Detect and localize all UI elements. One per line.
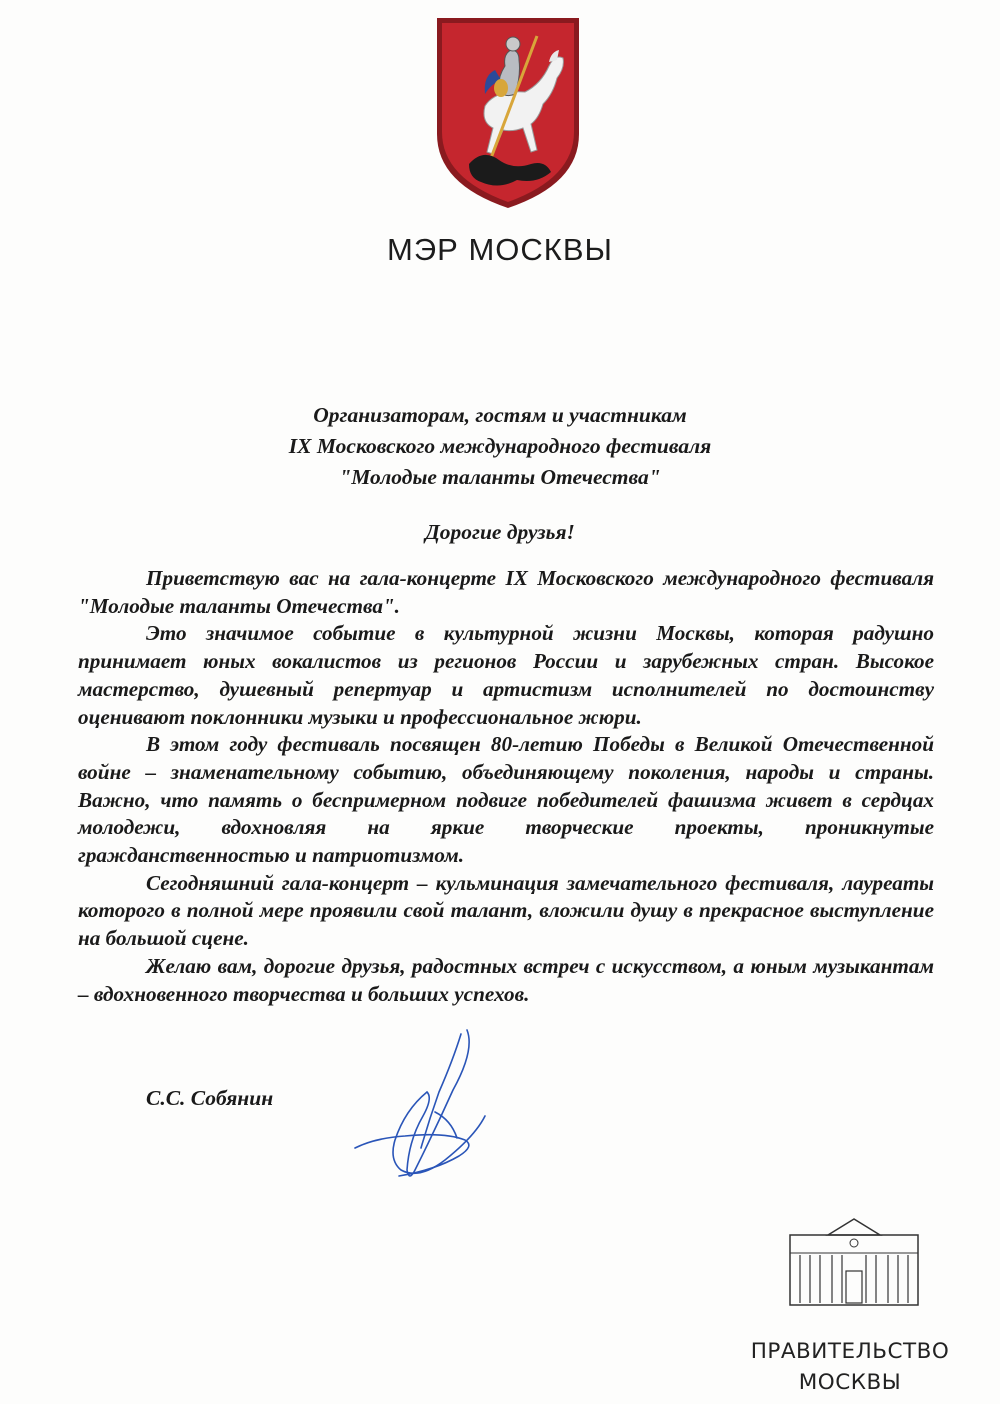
handwritten-signature-icon [335,1020,535,1195]
paragraph: Желаю вам, дорогие друзья, радостных встреч с искусством, а юным музыкантам – вдохновенного творчества и больших успехов. [78,953,934,1006]
address-block [0,400,1000,493]
address-line: IX Московского международного фестиваля [288,434,712,458]
paragraph: В этом году фестиваль посвящен 80-летию Победы в Великой Отечественной войне – знаменательному событию, объединяющему поколения, народы и страны. Важно, что память о беспримерном подвиге победителей фашизма живет в сердцах молодежи, вдохновляя на яркие творческие проекты, проникнутые гражданственностью и патриотизмом. [78,732,934,868]
moscow-coat-of-arms-icon [433,14,583,212]
letter-body [78,565,934,1008]
paragraph: Сегодняшний гала-концерт – кульминация замечательного фестиваля, лауреаты которого в полной мере проявили свой талант, вложили душу в прекрасное выступление на большой сцене. [78,870,934,951]
signer-name: С.С. Собянин [146,1086,274,1110]
government-title [700,1336,1000,1398]
paragraph: Это значимое событие в культурной жизни Москвы, которая радушно принимает юных вокалистов из регионов России и зарубежных стран. Высокое мастерство, душевный репертуар и артистизм исполнителей по достоинству оценивают поклонники музыки и профессиональное жюри. [78,621,934,729]
address-line: "Молодые таланты Отечества" [339,465,661,489]
government-title-line: ПРАВИТЕЛЬСТВО [750,1339,950,1364]
government-building-icon [788,1213,920,1308]
government-title-line: МОСКВЫ [798,1370,902,1395]
address-line: Организаторам, гостям и участникам [313,403,687,427]
mayor-letterhead-title: МЭР МОСКВЫ [387,232,613,267]
salutation: Дорогие друзья! [425,520,575,544]
paragraph: Приветствую вас на гала-концерте IX Московского международного фестиваля "Молодые таланты Отечества". [78,566,934,618]
